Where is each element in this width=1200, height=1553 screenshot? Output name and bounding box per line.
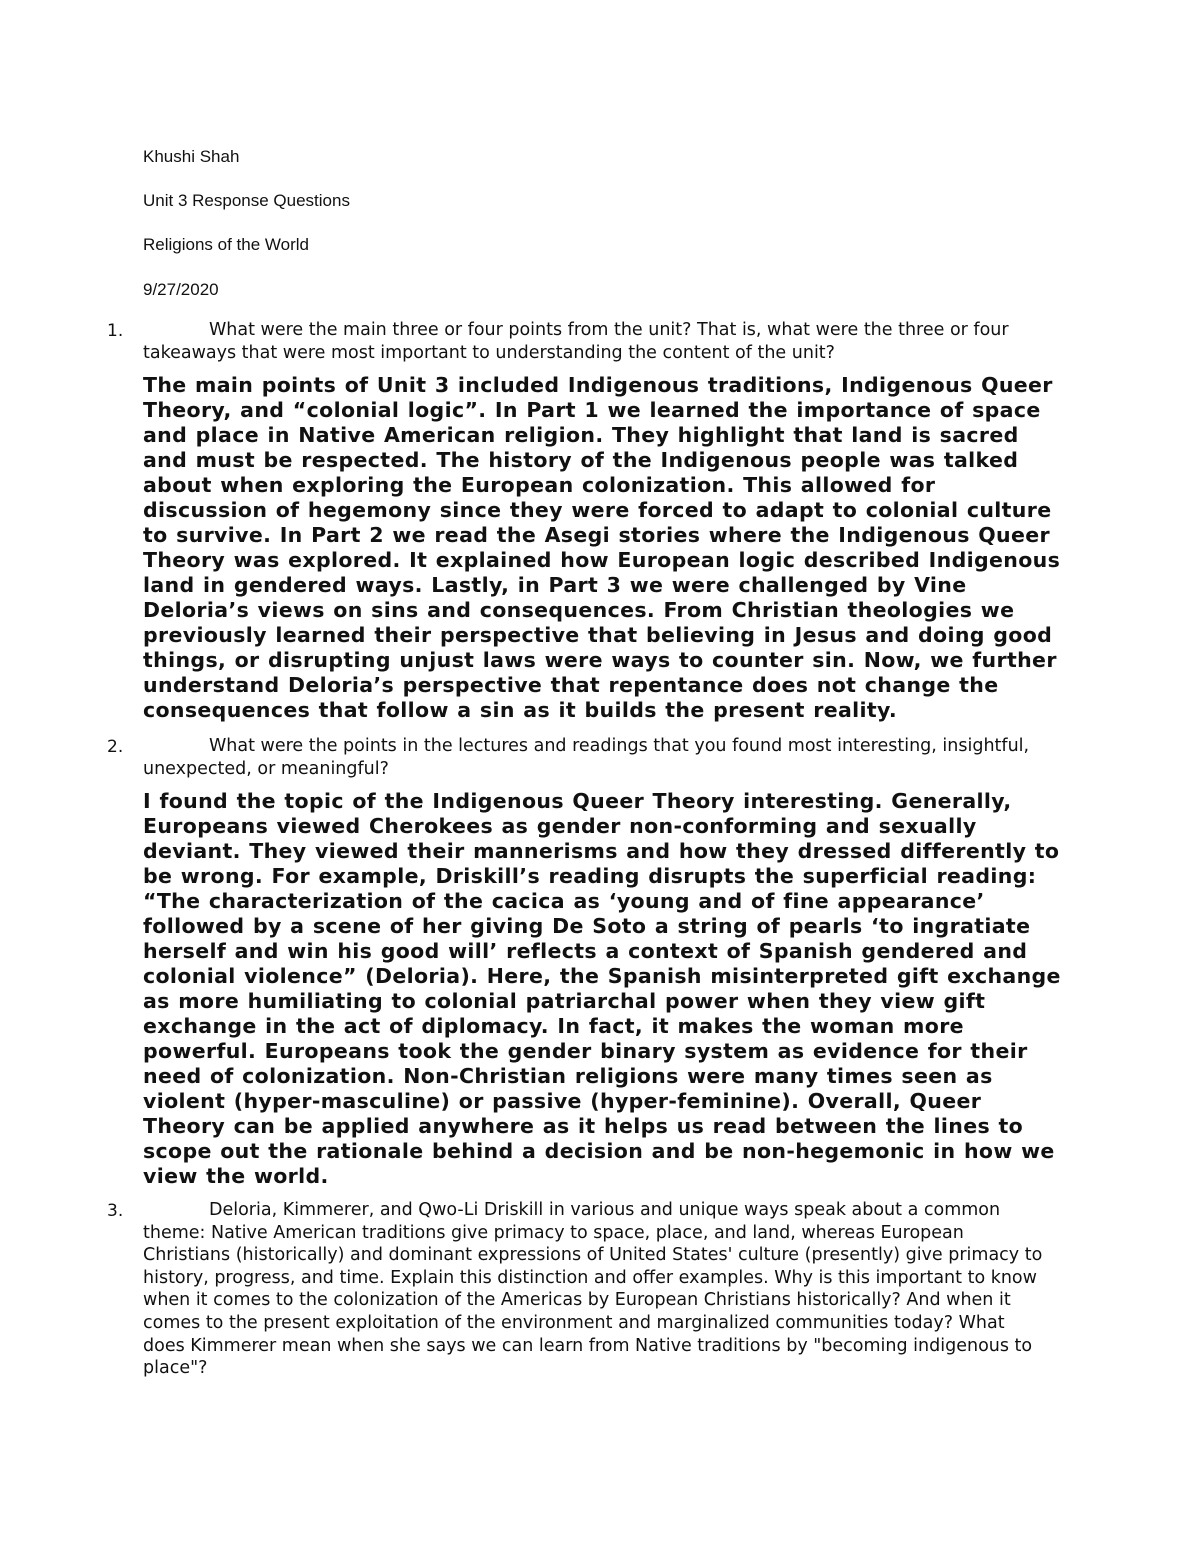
course-name: Religions of the World	[143, 235, 309, 254]
answer-2: I found the topic of the Indigenous Queer Theory interesting. Generally, Europeans viewed Cherokees as gender non-conforming and sexually deviant. They viewed their mannerisms and how they dressed differently to be wrong. For example, Driskill’s reading disrupts the superficial reading: “The characterization of the cacica as ‘young and of fine appearance’ followed by a scene of her giving De Soto a string of pearls ‘to ingratiate herself and win his good will’ reflects a context of Spanish gendered and colonial violence” (Deloria). Here, the Spanish misinterpreted gift exchange as more humiliating to colonial patriarchal power when they view gift exchange in the act of diplomacy. In fact, it makes the woman more powerful. Europeans took the gender binary system as evidence for their need of colonization. Non-Christian religions were many times seen as violent (hyper-masculine) or passive (hyper-feminine). Overall, Queer Theory can be applied anywhere as it helps us read between the lines to scope out the rationale behind a decision and be non-hegemonic in how we view the world.	[143, 789, 1061, 1188]
question-1-prompt: What were the main three or four points from the unit? That is, what were the three or four takeaways that were most important to understanding the content of the unit?	[143, 320, 1009, 363]
question-1-number: 1.	[107, 321, 124, 341]
author-name: Khushi Shah	[143, 147, 240, 166]
question-3-number: 3.	[107, 1201, 124, 1221]
question-3-prompt: Deloria, Kimmerer, and Qwo-Li Driskill in various and unique ways speak about a common theme: Native American traditions give primacy to space, place, and land, whereas European Christians (historically) and dominant expressions of United States' culture (presently) give primacy to history, progress, and time. Explain this distinction and offer examples. Why is this important to know when it comes to the colonization of the Americas by European Christians historically? And when it comes to the present exploitation of the environment and marginalized communities today? What does Kimmerer mean when she says we can learn from Native traditions by "becoming indigenous to place"?	[143, 1200, 1043, 1379]
question-2-number: 2.	[107, 737, 124, 757]
answer-1: The main points of Unit 3 included Indigenous traditions, Indigenous Queer Theory, and “colonial logic”. In Part 1 we learned the importance of space and place in Native American religion. They highlight that land is sacred and must be respected. The history of the Indigenous people was talked about when exploring the European colonization. This allowed for discussion of hegemony since they were forced to adapt to colonial culture to survive. In Part 2 we read the Asegi stories where the Indigenous Queer Theory was explored. It explained how European logic described Indigenous land in gendered ways. Lastly, in Part 3 we were challenged by Vine Deloria’s views on sins and consequences. From Christian theologies we previously learned their perspective that believing in Jesus and doing good things, or disrupting unjust laws were ways to counter sin. Now, we further understand Deloria’s perspective that repentance does not change the consequences that follow a sin as it builds the present reality.	[143, 373, 1061, 722]
assignment-title: Unit 3 Response Questions	[143, 191, 350, 210]
date: 9/27/2020	[143, 280, 219, 299]
question-2-prompt: What were the points in the lectures and readings that you found most interesting, insightful, unexpected, or meaningful?	[143, 736, 1030, 779]
